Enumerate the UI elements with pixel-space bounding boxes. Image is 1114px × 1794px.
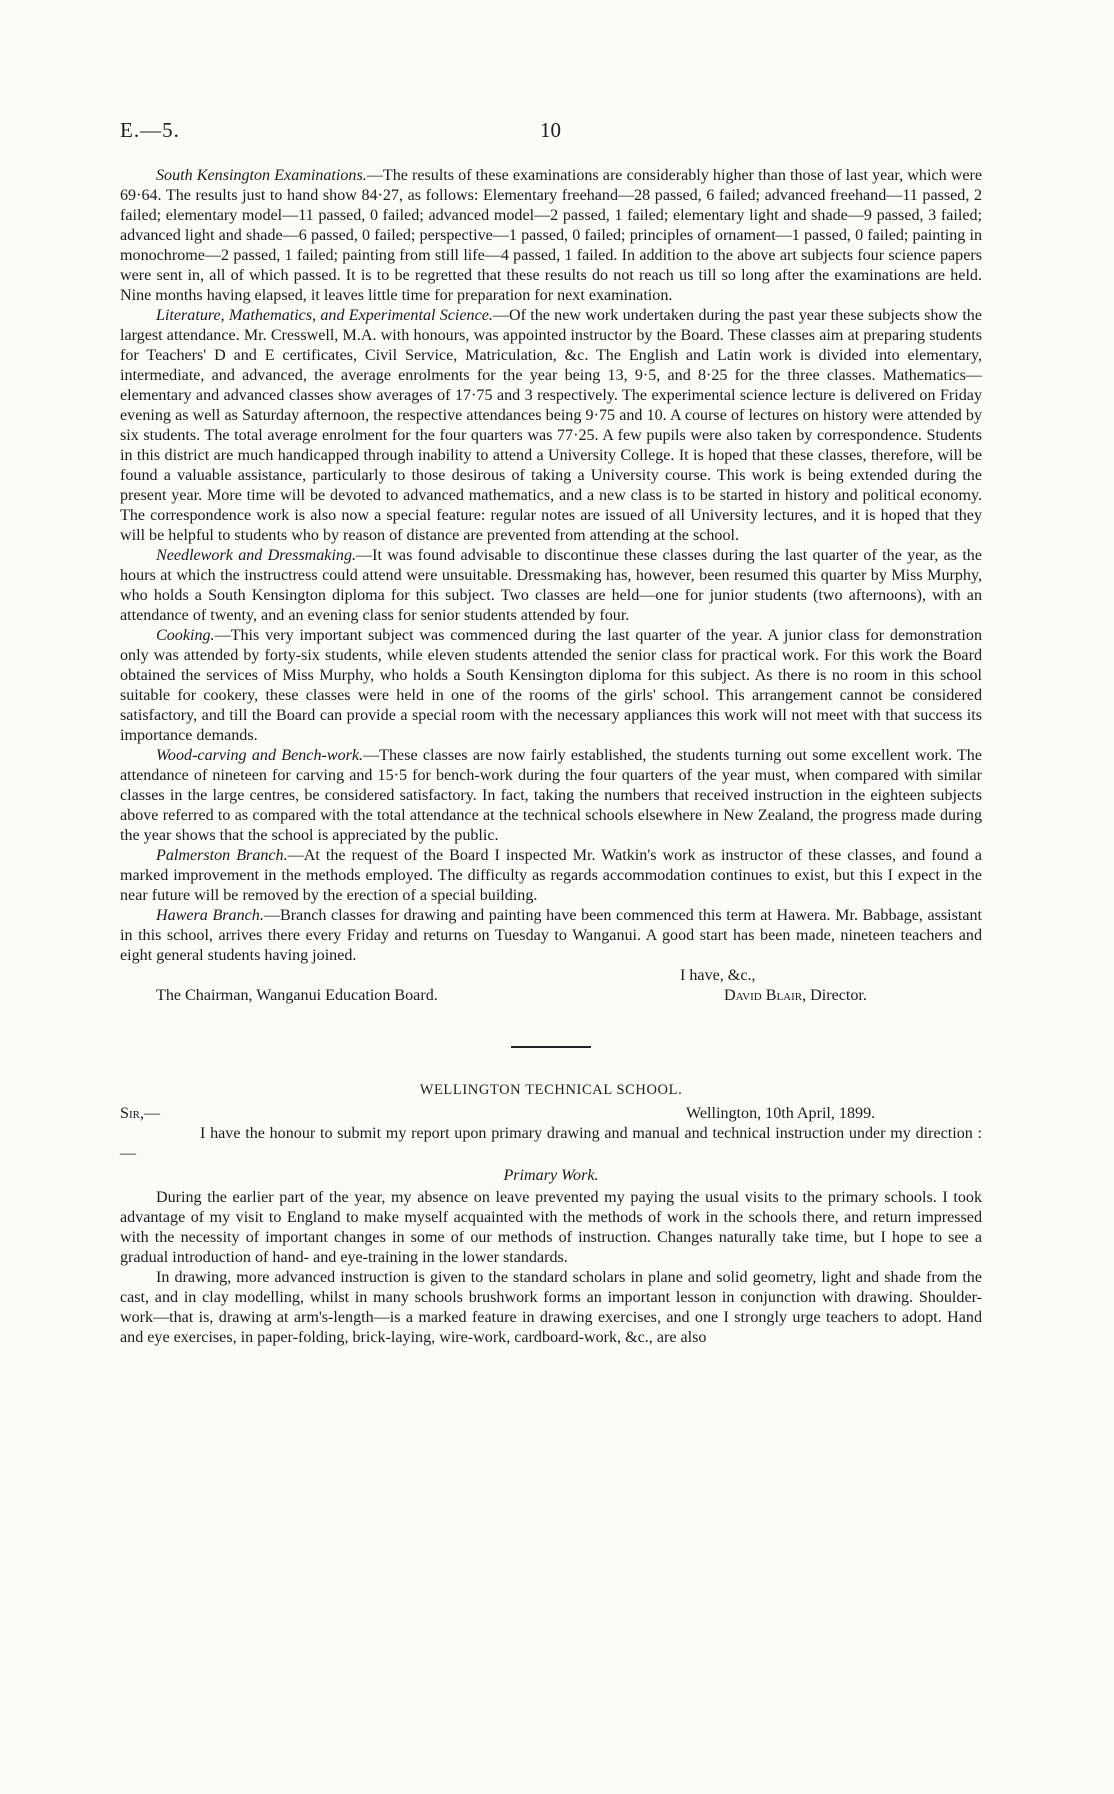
paragraph-primary-2: In drawing, more advanced instruction is given to the standard scholars in plane and solid geometry, light and shade from the cast, and in clay modelling, whilst in many schools brushwork forms an important lesson in conjunction with drawing. Shoulder-work—that is, drawing at arm's-length—is a marked feature in drawing exercises, and one I strongly urge teachers to adopt. Hand and eye exercises, in paper-folding, brick-laying, wire-work, cardboard-work, &c., are also: [120, 1269, 982, 1346]
section-divider: [511, 1046, 591, 1048]
page-number: 10: [540, 118, 561, 142]
page-header: [120, 118, 982, 148]
dateline: Wellington, 10th April, 1899.: [686, 1105, 876, 1122]
paragraph-heading: Needlework and Dressmaking.: [156, 547, 357, 564]
paragraph-heading: Wood-carving and Bench-work.: [156, 747, 364, 764]
addressee: The Chairman, Wanganui Education Board.: [156, 987, 438, 1004]
paragraph-text: —This very important subject was commenced during the last quarter of the year. A junior class for demonstration only was attended by forty-six students, while eleven students attended the senior class for practical work. For this work the Board obtained the services of Miss Murphy, who holds a South Kensington diploma for this subject. As there is no room in this school suitable for cookery, these classes were held in one of the rooms of the girls' school. This arrangement cannot be considered satisfactory, and till the Board can provide a special room with the necessary appliances this work will not meet with that success its importance demands.: [120, 627, 982, 744]
paragraph-text: —The results of these examinations are considerably higher than those of last year, which were 69·64. The results just to hand show 84·27, as follows: Elementary freehand—28 passed, 6 failed; advanced freehand—11 passed, 2 failed; elementary model—11 passed, 0 failed; advanced model—2 passed, 1 failed; elementary light and shade—9 passed, 3 failed; advanced light and shade—6 passed, 0 failed; perspective—1 passed, 0 failed; principles of ornament—1 passed, 0 failed; painting in monochrome—2 passed, 1 failed; painting from still life—4 passed, 1 failed. In addition to the above art subjects four science papers were sent in, all of which passed. It is to be regretted that these results do not reach us till so long after the examinations are held. Nine months having elapsed, it leaves little time for preparation for next examination.: [120, 167, 983, 304]
paragraph-heading: South Kensington Examinations.: [156, 167, 367, 184]
paragraph-literature: [120, 306, 982, 546]
paragraph-wood-carving: [120, 746, 982, 846]
closing-phrase: I have, &c.,: [680, 967, 756, 984]
salutation-row: [120, 1104, 982, 1124]
intro-paragraph: I have the honour to submit my report upon primary drawing and manual and technical instruction under my direction :—: [120, 1125, 982, 1162]
closing-row: [120, 966, 982, 986]
paragraph-heading: Palmerston Branch.: [156, 847, 288, 864]
paragraph-primary-1: During the earlier part of the year, my absence on leave prevented my paying the usual visits to the primary schools. I took advantage of my visit to England to make myself acquainted with the methods of work in the schools there, and return impressed with the necessity of important changes in some of our methods of instruction. Changes naturally take time, but I hope to see a gradual introduction of hand- and eye-training in the lower standards.: [120, 1189, 982, 1266]
paragraph-needlework: [120, 546, 982, 626]
signer-title: , Director.: [802, 987, 867, 1004]
section-title: WELLINGTON TECHNICAL SCHOOL.: [419, 1082, 683, 1098]
paragraph-text: —Branch classes for drawing and painting have been commenced this term at Hawera. Mr. Babbage, assistant in this school, arrives there every Friday and returns on Tuesday to Wanganui. A good start has been made, nineteen teachers and eight general students having joined.: [120, 907, 982, 964]
signature-row: [120, 986, 982, 1006]
paragraph-heading: Hawera Branch.: [156, 907, 264, 924]
salutation: Sir,—: [120, 1105, 161, 1122]
signer-name: David Blair: [724, 987, 803, 1004]
paragraph-palmerston: [120, 846, 982, 906]
paragraph-text: —It was found advisable to discontinue these classes during the last quarter of the year, as the hours at which the instructress could attend were unsuitable. Dressmaking has, however, been resumed this quarter by Miss Murphy, who holds a South Kensington diploma for this subject. Two classes are held—one for junior students (two afternoons), with an attendance of twenty, and an evening class for senior students attended by four.: [120, 547, 982, 624]
paragraph-text: —Of the new work undertaken during the past year these subjects show the largest attendance. Mr. Cresswell, M.A. with honours, was appointed instructor by the Board. These classes aim at preparing students for Teachers' D and E certificates, Civil Service, Matriculation, &c. The English and Latin work is divided into elementary, intermediate, and advanced, the average enrolments for the year being 13, 9·5, and 8·25 for the three classes. Mathematics—elementary and advanced classes show averages of 17·75 and 3 respectively. The experimental science lecture is delivered on Friday evening as well as Saturday afternoon, the respective attendances being 9·75 and 10. A course of lectures on history were attended by six students. The total average enrolment for the four quarters was 77·25. A few pupils were also taken by correspondence. Students in this district are much handicapped through inability to attend a University College. It is hoped that these classes, therefore, will be found a valuable assistance, particularly to those desirous of taking a University course. This work is being extended during the present year. More time will be devoted to advanced mathematics, and a new class is to be started in history and political economy. The correspondence work is also now a special feature: regular notes are issued of all University lectures, and it is hoped that they will be helpful to students who by reason of distance are prevented from attending at the school.: [120, 307, 982, 544]
subheading: Primary Work.: [503, 1167, 599, 1184]
document-id: E.—5.: [120, 118, 180, 142]
paragraph-cooking: [120, 626, 982, 746]
paragraph-south-kensington: [120, 166, 982, 306]
signature: [724, 986, 867, 1006]
paragraph-text: —These classes are now fairly established, the students turning out some excellent work. The attendance of nineteen for carving and 15·5 for bench-work during the four quarters of the year must, when compared with similar classes in the large centres, be considered satisfactory. In fact, taking the numbers that received instruction in the eighteen subjects above referred to as compared with the total attendance at the technical schools elsewhere in New Zealand, the progress made during the year shows that the school is appreciated by the public.: [120, 747, 982, 844]
paragraph-heading: Literature, Mathematics, and Experimental Science.: [156, 307, 493, 324]
paragraph-heading: Cooking.: [156, 627, 215, 644]
paragraph-text: —At the request of the Board I inspected Mr. Watkin's work as instructor of these classes, and found a marked improvement in the methods employed. The difficulty as regards accommodation continues to exist, but this I expect in the near future will be removed by the erection of a special building.: [120, 847, 982, 904]
report-body: [120, 166, 982, 1348]
paragraph-hawera: [120, 906, 982, 966]
